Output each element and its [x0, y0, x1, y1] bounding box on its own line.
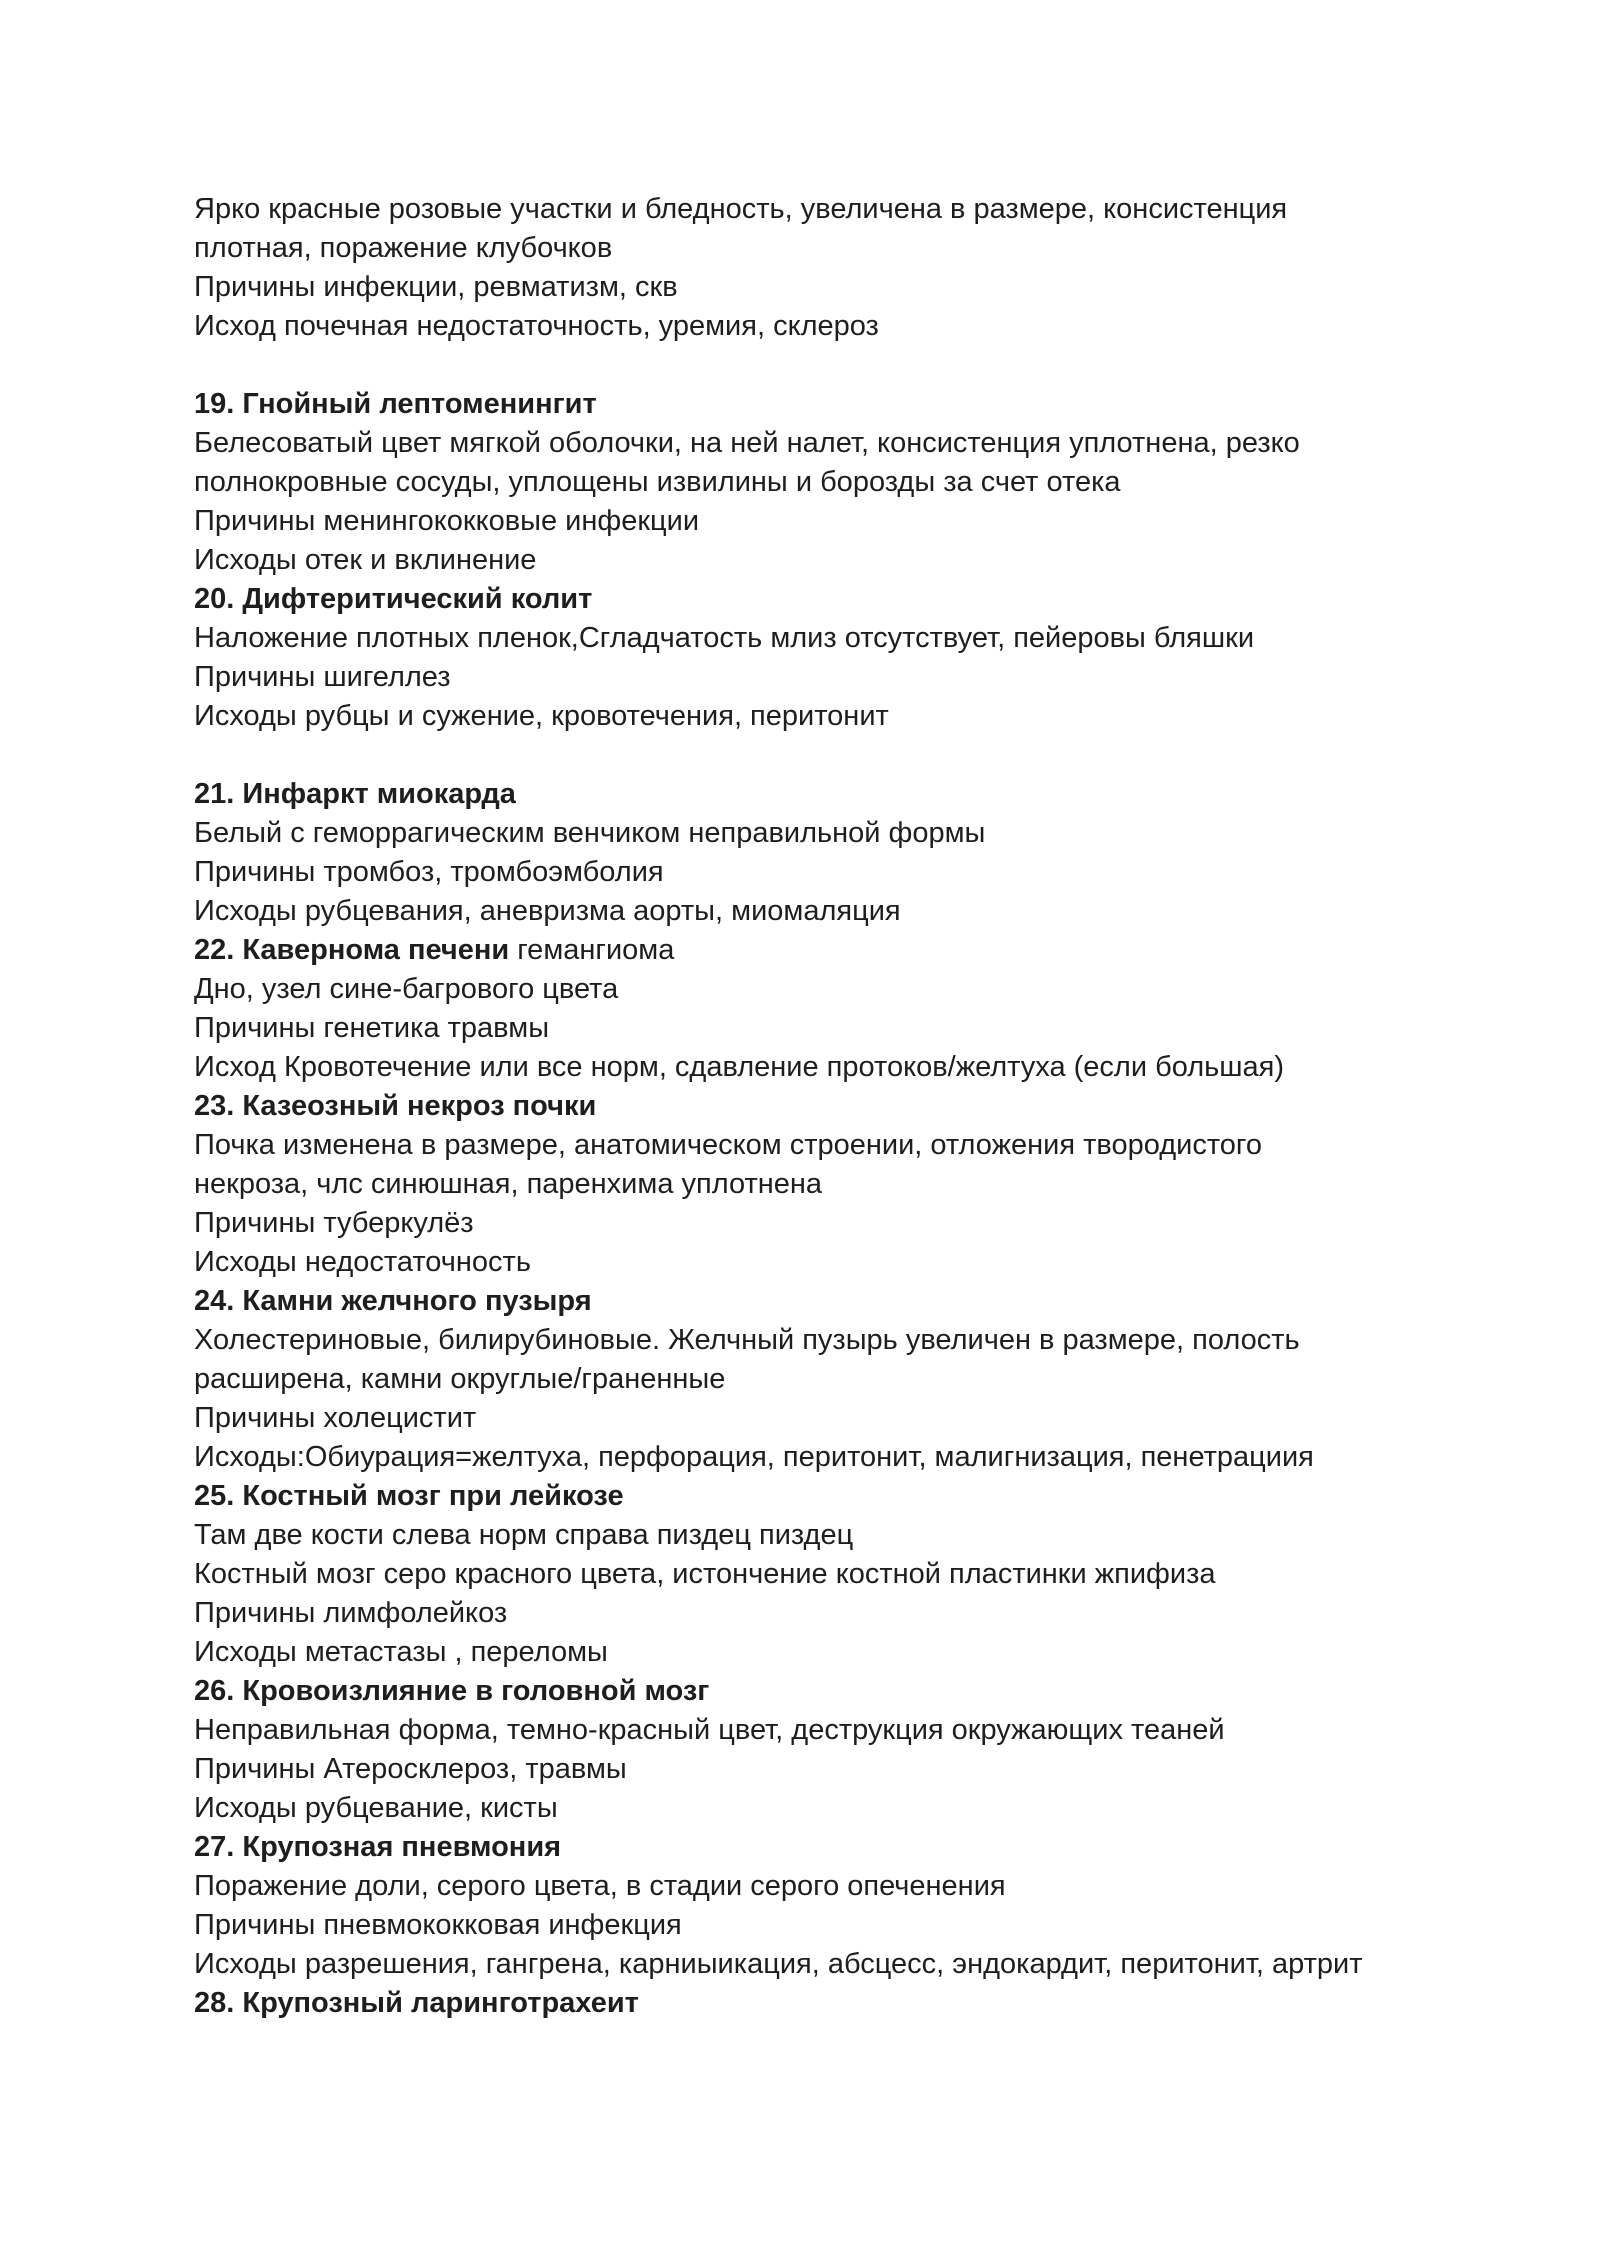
section-19: [194, 385, 1454, 580]
text-line: Неправильная форма, темно-красный цвет, деструкция окружающих теаней: [194, 1714, 1225, 1746]
section-27: [194, 1828, 1454, 1984]
section-23: [194, 1087, 1454, 1282]
section-heading: 24. Камни желчного пузыря: [194, 1285, 592, 1317]
text-line: Там две кости слева норм справа пиздец пиздец: [194, 1519, 854, 1551]
document-page: [194, 190, 1454, 2023]
text-line: Причины тромбоз, тромбоэмболия: [194, 856, 664, 888]
text-line: Причины Атеросклероз, травмы: [194, 1753, 627, 1785]
text-line: Исходы недостаточность: [194, 1246, 531, 1278]
section-28: [194, 1984, 1454, 2023]
paragraph-gap: [194, 736, 1454, 775]
section-heading: 23. Казеозный некроз почки: [194, 1090, 597, 1122]
text-line: Поражение доли, серого цвета, в стадии серого опеченения: [194, 1870, 1006, 1902]
text-line: Исходы рубцы и сужение, кровотечения, перитонит: [194, 700, 889, 732]
text-line: Дно, узел сине-багрового цвета: [194, 973, 619, 1005]
text-line: Исход почечная недостаточность, уремия, склероз: [194, 310, 879, 342]
section-heading: 20. Дифтеритический колит: [194, 583, 593, 615]
text-line: Исходы рубцевание, кисты: [194, 1792, 558, 1824]
section-heading: 21. Инфаркт миокарда: [194, 778, 516, 810]
text-line: Почка изменена в размере, анатомическом строении, отложения твородистого: [194, 1129, 1262, 1161]
paragraph-gap: [194, 346, 1454, 385]
text-line: плотная, поражение клубочков: [194, 232, 613, 264]
text-line: Исходы разрешения, гангрена, карниыикация, абсцесс, эндокардит, перитонит, артрит: [194, 1948, 1363, 1980]
text-line: Причины холецистит: [194, 1402, 477, 1434]
text-line: Причины пневмококковая инфекция: [194, 1909, 682, 1941]
section-heading-suffix: гемангиома: [509, 934, 675, 966]
section-heading: 26. Кровоизлияние в головной мозг: [194, 1675, 710, 1707]
text-line: Причины менингококковые инфекции: [194, 505, 700, 537]
text-line: Причины шигеллез: [194, 661, 451, 693]
section-21: [194, 775, 1454, 931]
section-26: [194, 1672, 1454, 1828]
text-line: Исходы:Обиурация=желтуха, перфорация, перитонит, малигнизация, пенетрациия: [194, 1441, 1314, 1473]
section-24: [194, 1282, 1454, 1477]
section-22: [194, 931, 1454, 1087]
intro-block: [194, 190, 1454, 346]
text-line: Белесоватый цвет мягкой оболочки, на ней налет, консистенция уплотнена, резко: [194, 427, 1300, 459]
text-line: Исходы рубцевания, аневризма аорты, миомаляция: [194, 895, 901, 927]
text-line: расширена, камни округлые/граненные: [194, 1363, 726, 1395]
text-line: Ярко красные розовые участки и бледность, увеличена в размере, консистенция: [194, 193, 1288, 225]
text-line: некроза, члс синюшная, паренхима уплотнена: [194, 1168, 823, 1200]
text-line: Причины туберкулёз: [194, 1207, 474, 1239]
section-20: [194, 580, 1454, 736]
section-heading: 25. Костный мозг при лейкозе: [194, 1480, 624, 1512]
text-line: Исходы метастазы , переломы: [194, 1636, 608, 1668]
section-25: [194, 1477, 1454, 1672]
text-line: Исходы отек и вклинение: [194, 544, 537, 576]
section-heading: [194, 931, 1454, 970]
section-heading-bold: 22. Кавернома печени: [194, 934, 510, 966]
text-line: Костный мозг серо красного цвета, истончение костной пластинки жпифиза: [194, 1558, 1216, 1590]
text-line: Белый с геморрагическим венчиком неправильной формы: [194, 817, 986, 849]
text-line: полнокровные сосуды, уплощены извилины и борозды за счет отека: [194, 466, 1121, 498]
text-line: Исход Кровотечение или все норм, сдавление протоков/желтуха (если большая): [194, 1051, 1284, 1083]
text-line: Причины лимфолейкоз: [194, 1597, 508, 1629]
text-line: Причины генетика травмы: [194, 1012, 550, 1044]
section-heading: 27. Крупозная пневмония: [194, 1831, 562, 1863]
text-line: Холестериновые, билирубиновые. Желчный пузырь увеличен в размере, полость: [194, 1324, 1300, 1356]
text-line: Наложение плотных пленок,Сгладчатость млиз отсутствует, пейеровы бляшки: [194, 622, 1255, 654]
text-line: Причины инфекции, ревматизм, скв: [194, 271, 678, 303]
section-heading: 28. Крупозный ларинготрахеит: [194, 1987, 639, 2019]
section-heading: 19. Гнойный лептоменингит: [194, 388, 597, 420]
